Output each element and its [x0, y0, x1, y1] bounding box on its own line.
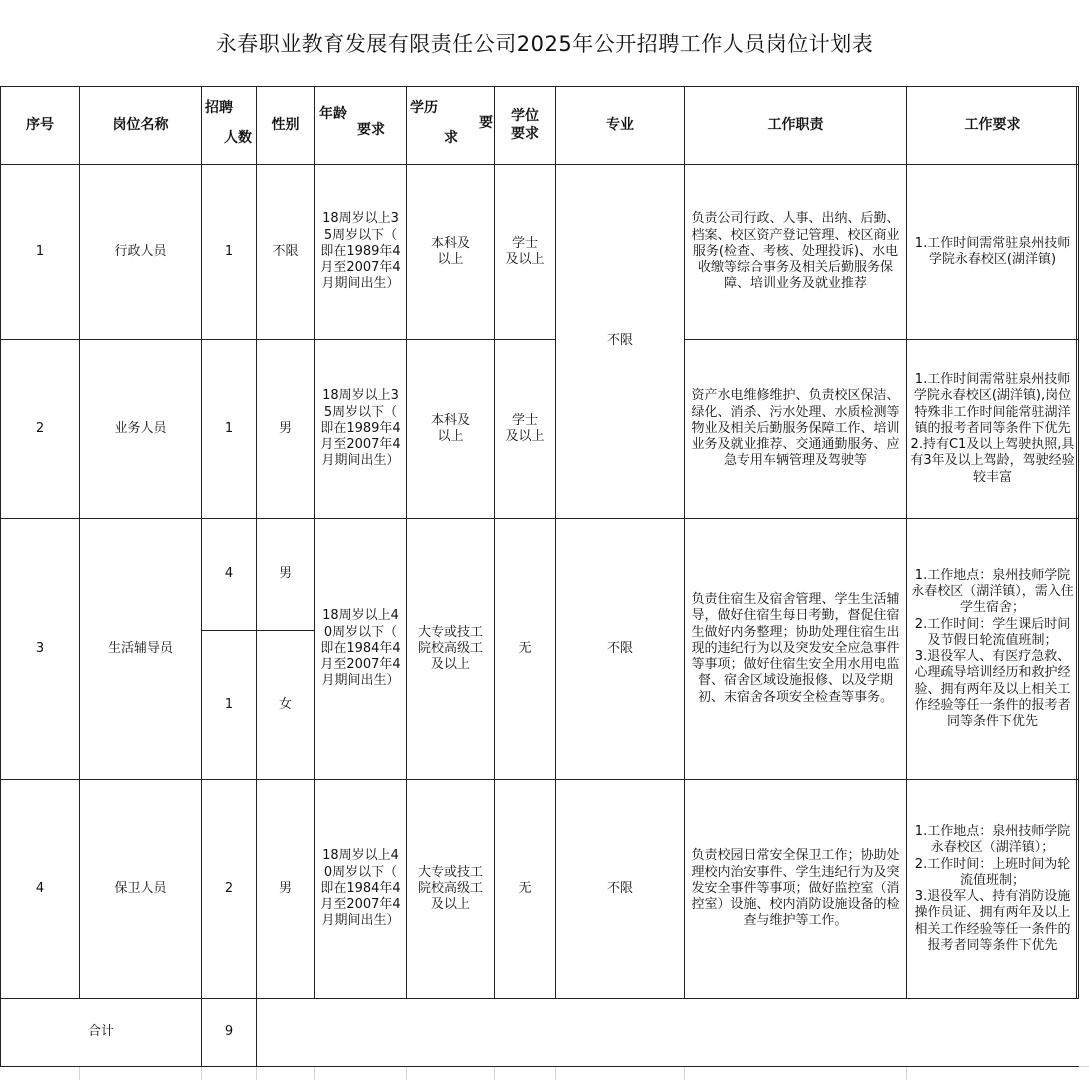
- cell-requirements-text: 1.工作时间需常驻泉州技师学院永春校区(湖洋镇): [914, 235, 1071, 267]
- cell-age: [315, 519, 407, 780]
- cell-major-merged: 不限: [556, 165, 685, 519]
- cell-degree-text: 学士 及以上: [505, 412, 545, 444]
- cell-duties: [685, 519, 907, 780]
- cell-degree-text: 学士 及以上: [505, 235, 545, 267]
- cell-requirements: [907, 519, 1079, 780]
- cell-count-male: 4: [202, 519, 257, 631]
- cell-education-text: 大专或技工 院校高级工 及以上: [417, 864, 483, 913]
- cell-requirements: [907, 165, 1079, 340]
- cell-duties: [685, 340, 907, 519]
- cell-requirements-text: 1.工作时间需常驻泉州技师学院永春校区(湖洋镇),岗位特殊非工作时间能常驻湖洋镇的报考者同等条件下优先 2.持有C1及以上驾驶执照,具有3年及以上驾龄，驾驶经验较丰富: [910, 372, 1075, 485]
- header-education-part-a: 学历: [410, 99, 438, 116]
- cell-duties-text: 负责住宿生及宿舍管理、学生生活辅导，做好住宿生每日考勤，督促住宿生做好内务整理；协助处理住宿生出现的违纪行为以及突发安全应急事件等事项；做好住宿生安全用水用电监督、宿舍区域设施报修、以及学期初、末宿舍各项安全检查等事务。: [691, 592, 900, 705]
- header-degree: [495, 87, 556, 165]
- header-gender: 性别: [257, 87, 315, 165]
- cell-position: 保卫人员: [80, 780, 202, 999]
- total-label: 合计: [1, 999, 202, 1067]
- cell-position: 业务人员: [80, 340, 202, 519]
- cell-education-text: 本科及 以上: [430, 412, 470, 444]
- table-row: [1, 165, 1079, 340]
- cell-age: [315, 780, 407, 999]
- cell-education: [407, 340, 495, 519]
- cell-age-text: 18周岁以上3 5周岁以下（ 即在1989年4 月至2007年4 月期间出生）: [320, 388, 401, 469]
- header-education-part-b: 要: [479, 114, 493, 131]
- cell-requirements: [907, 780, 1079, 999]
- cell-age-text: 18周岁以上3 5周岁以下（ 即在1989年4 月至2007年4 月期间出生）: [320, 211, 401, 292]
- cell-education: [407, 780, 495, 999]
- cell-count: 2: [202, 780, 257, 999]
- header-duties: 工作职责: [685, 87, 907, 165]
- table-row: [1, 780, 1079, 999]
- header-age-part-b: 要求: [357, 121, 385, 138]
- cell-gender: 男: [257, 780, 315, 999]
- cell-position: 生活辅导员: [80, 519, 202, 780]
- header-age-part-a: 年龄: [319, 105, 347, 122]
- cell-duties-text: 资产水电维修维护、负责校区保洁、绿化、消杀、污水处理、水质检测等物业及相关后勤服务保障工作、培训业务及就业推荐、交通通勤服务、应急专用车辆管理及驾驶等: [691, 388, 900, 469]
- cell-duties-text: 负责校园日常安全保卫工作；协助处理校内治安事件、学生违纪行为及突发安全事件等事项；做好监控室（消控室）设施、校内消防设施设备的检查与维护等工作。: [691, 848, 900, 929]
- cell-seq: 4: [1, 780, 80, 999]
- cell-gender: 男: [257, 340, 315, 519]
- cell-education: [407, 519, 495, 780]
- cell-gender-female: 女: [257, 631, 315, 780]
- cell-seq: 3: [1, 519, 80, 780]
- cell-seq: 2: [1, 340, 80, 519]
- cell-education: [407, 165, 495, 340]
- cell-age-text: 18周岁以上4 0周岁以下（ 即在1984年4 月至2007年4 月期间出生）: [320, 608, 401, 689]
- header-row: [1, 87, 1079, 165]
- total-count: 9: [202, 999, 257, 1067]
- total-row: [1, 999, 1079, 1067]
- cell-count-female: 1: [202, 631, 257, 780]
- total-blank: [257, 999, 1079, 1067]
- table-right-border: [1076, 86, 1077, 998]
- cell-gender-male: 男: [257, 519, 315, 631]
- table-row: [1, 519, 1079, 631]
- header-count-part-a: 招聘: [205, 99, 233, 116]
- header-age: [315, 87, 407, 165]
- table-row: [1, 340, 1079, 519]
- cell-age: [315, 340, 407, 519]
- cell-seq: 1: [1, 165, 80, 340]
- header-education: [407, 87, 495, 165]
- recruitment-table: [0, 86, 1079, 1067]
- header-position: 岗位名称: [80, 87, 202, 165]
- header-education-part-c: 求: [444, 129, 458, 146]
- page-title: 永春职业教育发展有限责任公司2025年公开招聘工作人员岗位计划表: [0, 0, 1089, 86]
- header-count: [202, 87, 257, 165]
- cell-major: 不限: [556, 519, 685, 780]
- cell-count: 1: [202, 340, 257, 519]
- cell-major: 不限: [556, 780, 685, 999]
- cell-count: 1: [202, 165, 257, 340]
- cell-age: [315, 165, 407, 340]
- header-count-part-b: 人数: [224, 129, 252, 146]
- header-major: 专业: [556, 87, 685, 165]
- header-degree-text: 学位 要求: [511, 108, 539, 142]
- cell-duties: [685, 780, 907, 999]
- cell-education-text: 大专或技工 院校高级工 及以上: [417, 624, 483, 673]
- cell-education-text: 本科及 以上: [430, 235, 470, 267]
- cell-degree: [495, 340, 556, 519]
- cell-requirements: [907, 340, 1079, 519]
- cell-duties-text: 负责公司行政、人事、出纳、后勤、档案、校区资产登记管理、校区商业服务(检查、考核、处理投诉)、水电收缴等综合事务及相关后勤服务保障、培训业务及就业推荐: [691, 211, 900, 292]
- cell-age-text: 18周岁以上4 0周岁以下（ 即在1984年4 月至2007年4 月期间出生）: [320, 848, 401, 929]
- header-seq: 序号: [1, 87, 80, 165]
- cell-degree: 无: [495, 519, 556, 780]
- cell-requirements-text: 1.工作地点：泉州技师学院永春校区（湖洋镇），需入住学生宿舍； 2.工作时间：学生课后时间及节假日轮流值班制； 3.退役军人、有医疗急救、心理疏导培训经历和救护经验、拥有两年及以上相关工作经验等任一条件的报考者同等条件下优先: [911, 567, 1074, 729]
- cell-duties: [685, 165, 907, 340]
- header-requirements: 工作要求: [907, 87, 1079, 165]
- cell-position: 行政人员: [80, 165, 202, 340]
- cell-degree: 无: [495, 780, 556, 999]
- cell-gender: 不限: [257, 165, 315, 340]
- cell-requirements-text: 1.工作地点：泉州技师学院永春校区（湖洋镇）； 2.工作时间：上班时间为轮流值班制； 3.退役军人、持有消防设施操作员证、拥有两年及以上相关工作经验等任一条件的报考者同等条件下优先: [914, 824, 1071, 953]
- cell-degree: [495, 165, 556, 340]
